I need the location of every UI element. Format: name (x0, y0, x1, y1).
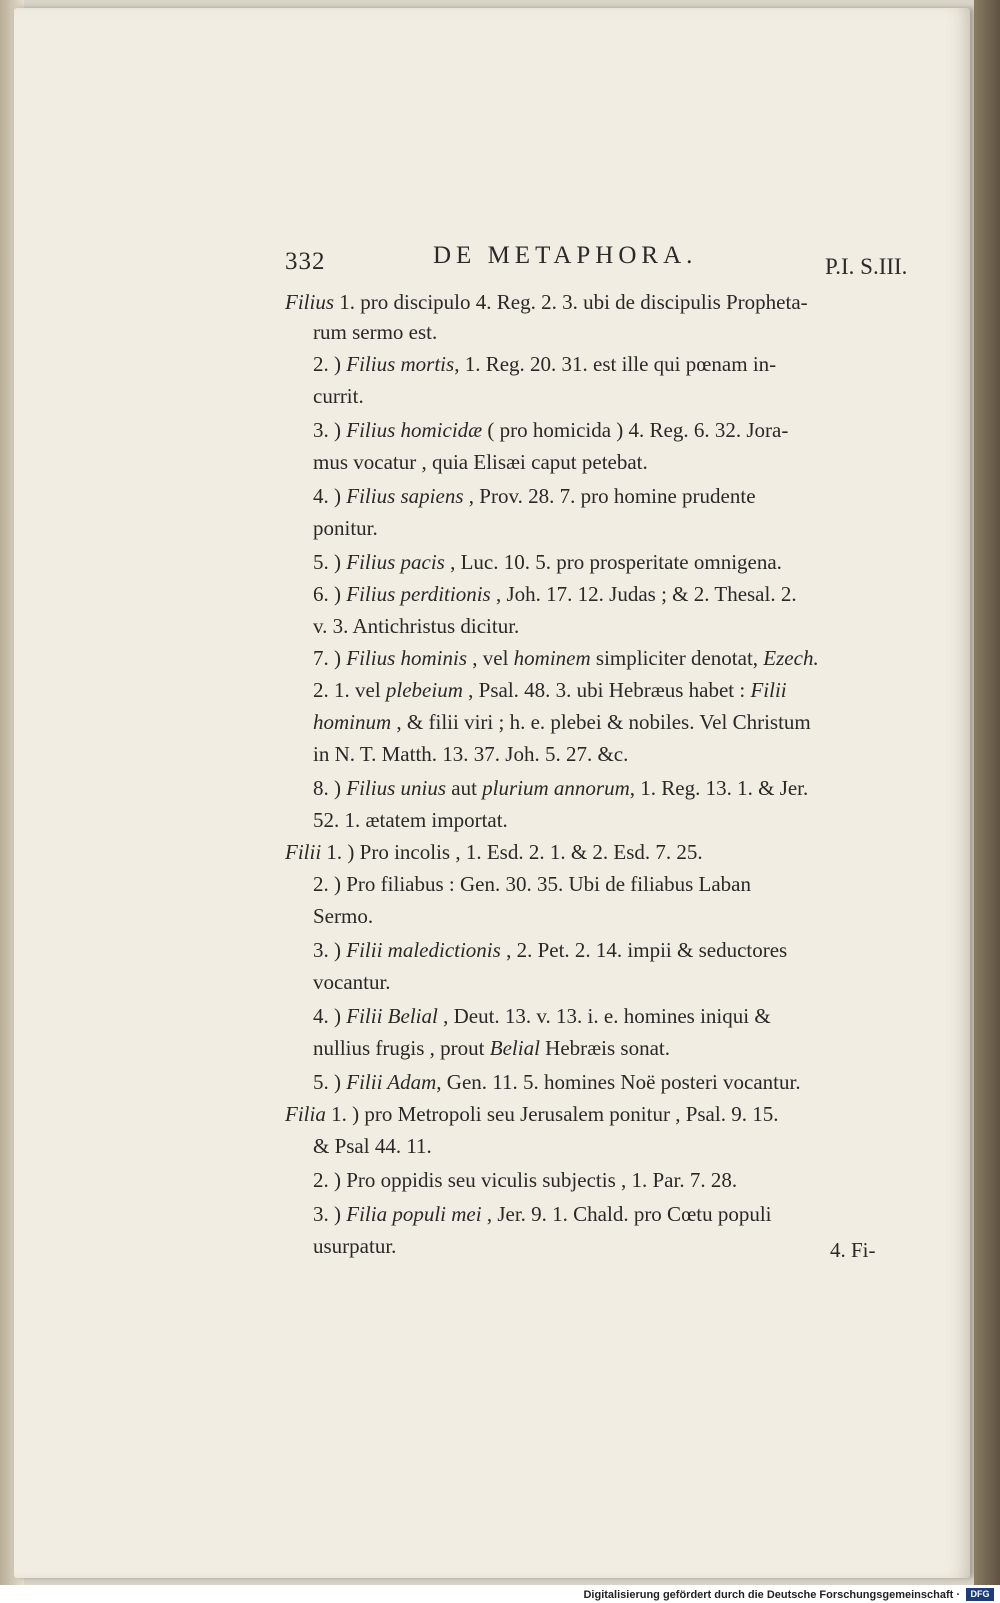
italic-term: Filii (285, 840, 322, 864)
text-span: currit. (313, 384, 364, 408)
text-line (313, 1036, 670, 1061)
text-span: 52. 1. ætatem importat. (313, 808, 508, 832)
text-line (313, 776, 808, 801)
text-span: v. 3. Antichristus dicitur. (313, 614, 520, 638)
text-span: , Luc. 10. 5. pro prosperitate omnigena. (444, 550, 782, 574)
text-span: , 1. Reg. 20. 31. est ille qui pœnam in- (454, 352, 777, 376)
footer-credit: Digitalisierung gefördert durch die Deutsche Forschungsgemeinschaft · (583, 1589, 960, 1601)
text-span: nullius frugis , prout (313, 1036, 490, 1060)
text-line (313, 614, 519, 639)
text-span: , & filii viri ; h. e. plebei & nobiles. Vel Christum (391, 710, 811, 734)
text-line (313, 710, 811, 735)
text-span: , 2. Pet. 2. 14. impii & seductores (500, 938, 788, 962)
text-span: vocantur. (313, 970, 391, 994)
text-span: Sermo. (313, 904, 374, 928)
text-line (313, 1134, 432, 1159)
text-span: , Deut. 13. v. 13. i. e. homines iniqui & (437, 1004, 771, 1028)
text-span: , 1. Reg. 13. 1. & Jer. (629, 776, 809, 800)
italic-term: Belial (489, 1036, 540, 1060)
italic-term: Filius hominis (346, 646, 468, 670)
footer-bar (0, 1585, 1000, 1603)
page-header (285, 240, 945, 280)
text-span: 4. ) (313, 1004, 347, 1028)
text-line (313, 550, 782, 575)
text-span: 2. 1. vel (313, 678, 386, 702)
italic-term: plebeium (385, 678, 463, 702)
text-line (313, 646, 819, 671)
italic-term: Filii maledictionis (346, 938, 501, 962)
text-line (313, 1004, 771, 1029)
text-line (313, 1202, 772, 1227)
text-line (313, 516, 378, 541)
text-span: 3. ) (313, 418, 347, 442)
text-span: 1. pro discipulo 4. Reg. 2. 3. ubi de discipulis Propheta- (334, 290, 808, 314)
text-line (313, 582, 797, 607)
text-line (313, 808, 508, 833)
text-line (285, 290, 808, 315)
text-line (313, 352, 776, 377)
italic-term: plurium annorum (482, 776, 630, 800)
catchword: 4. Fi- (830, 1238, 876, 1262)
italic-term: Filii Belial (346, 1004, 438, 1028)
running-title: DE METAPHORA. (433, 242, 698, 269)
section-reference: P.I. S.III. (825, 254, 908, 279)
text-span: ( pro homicida ) 4. Reg. 6. 32. Jora- (482, 418, 789, 442)
text-span: in N. T. Matth. 13. 37. Joh. 5. 27. &c. (313, 742, 629, 766)
text-span: 5. ) (313, 1070, 347, 1094)
text-span: 7. ) (313, 646, 347, 670)
italic-term: Filius perditionis (346, 582, 491, 606)
text-span: 3. ) (313, 938, 347, 962)
text-span: 8. ) (313, 776, 347, 800)
italic-term: Filius mortis (346, 352, 455, 376)
text-line (313, 872, 751, 897)
text-line (313, 970, 391, 995)
italic-term: Filia populi mei (346, 1202, 482, 1226)
text-line (313, 1070, 801, 1095)
italic-term: Filius pacis (346, 550, 445, 574)
italic-term: Filius homicidæ (346, 418, 483, 442)
italic-term: hominem (513, 646, 591, 670)
text-line (313, 484, 756, 509)
text-line (285, 840, 703, 865)
dfg-logo: DFG (966, 1588, 994, 1601)
book-binding (974, 0, 1000, 1590)
italic-term: Filius sapiens (346, 484, 464, 508)
text-line (313, 1168, 737, 1193)
italic-term: hominum (313, 710, 392, 734)
text-line (313, 742, 628, 767)
text-span: 6. ) (313, 582, 347, 606)
text-line (313, 904, 373, 929)
text-span: 2. ) Pro oppidis seu viculis subjectis , 1. Par. 7. 28. (313, 1168, 738, 1192)
text-span: rum sermo est. (313, 320, 438, 344)
italic-term: Filius (285, 290, 335, 314)
text-line (313, 384, 364, 409)
page-number: 332 (285, 248, 326, 275)
text-span: 2. ) (313, 352, 347, 376)
text-span: 5. ) (313, 550, 347, 574)
text-span: 1. ) pro Metropoli seu Jerusalem ponitur , Psal. 9. 15. (325, 1102, 779, 1126)
text-span: , Jer. 9. 1. Chald. pro Cœtu populi (481, 1202, 772, 1226)
text-span: mus vocatur , quia Elisæi caput petebat. (313, 450, 648, 474)
text-span: , Joh. 17. 12. Judas ; & 2. Thesal. 2. (490, 582, 797, 606)
text-span: , Psal. 48. 3. ubi Hebræus habet : (462, 678, 751, 702)
italic-term: Filius unius (346, 776, 447, 800)
text-span: ponitur. (313, 516, 378, 540)
italic-term: Filia (285, 1102, 326, 1126)
text-span: , vel (467, 646, 514, 670)
text-span: usurpatur. (313, 1234, 397, 1258)
text-span: 4. ) (313, 484, 347, 508)
italic-term: Ezech. (763, 646, 819, 670)
text-span: , Gen. 11. 5. homines Noë posteri vocantur. (436, 1070, 801, 1094)
text-span: & Psal 44. 11. (313, 1134, 432, 1158)
text-span: 3. ) (313, 1202, 347, 1226)
italic-term: Filii (750, 678, 787, 702)
text-span: Hebræis sonat. (539, 1036, 670, 1060)
text-line (313, 678, 787, 703)
text-span: , Prov. 28. 7. pro homine prudente (463, 484, 756, 508)
text-line (313, 938, 787, 963)
text-span: simpliciter denotat, (590, 646, 764, 670)
text-line (285, 1102, 778, 1127)
italic-term: Filii Adam (346, 1070, 437, 1094)
text-line (313, 1234, 396, 1259)
text-line (313, 320, 437, 345)
text-line (313, 418, 788, 443)
text-span: 2. ) Pro filiabus : Gen. 30. 35. Ubi de filiabus Laban (313, 872, 752, 896)
text-span: aut (446, 776, 483, 800)
text-line (313, 450, 648, 475)
text-span: 1. ) Pro incolis , 1. Esd. 2. 1. & 2. Esd. 7. 25. (321, 840, 703, 864)
